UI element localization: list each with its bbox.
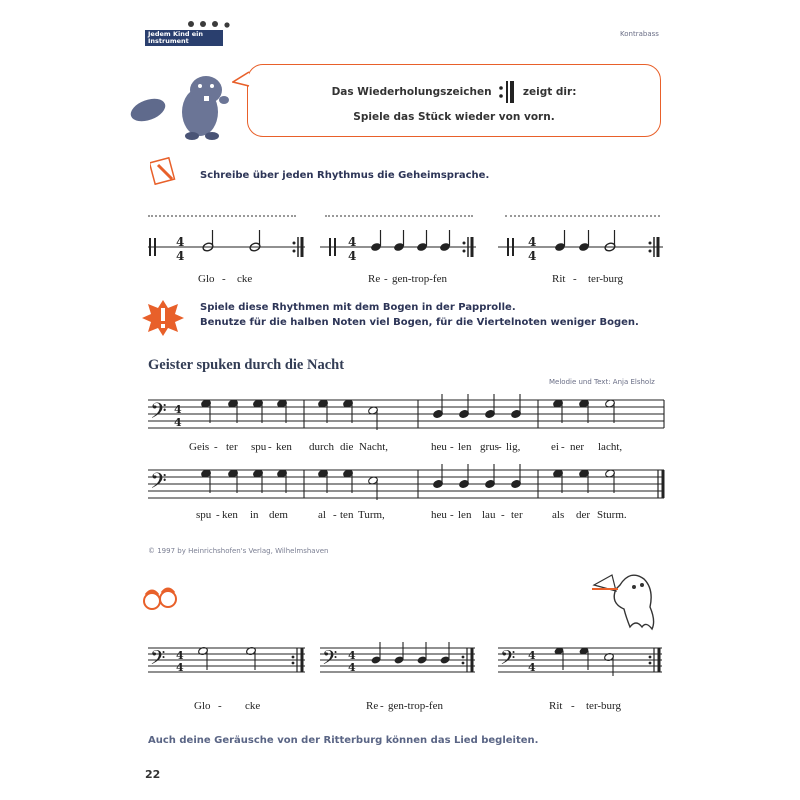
lyric-2-13: lau (482, 509, 496, 521)
lyric-1-15: lig, (506, 441, 521, 453)
exclamation-burst-icon (142, 300, 184, 336)
lyric-2-9: Turm, (358, 509, 385, 521)
copyright-notice: © 1997 by Heinrichshofen's Verlag, Wilhelmshaven (148, 547, 329, 555)
svg-text:4: 4 (348, 235, 357, 249)
bass-3-syllable-2: - (571, 700, 575, 712)
lyric-1-4: spu (251, 441, 267, 453)
footer-instruction: Auch deine Geräusche von der Ritterburg können das Lied begleiten. (148, 735, 539, 746)
svg-text:4: 4 (174, 416, 182, 429)
bass-1-syllable-1: Glo (194, 700, 211, 712)
rhythm-exercises (140, 230, 670, 270)
bass-exercise-2 (320, 642, 475, 674)
svg-text:𝄢: 𝄢 (150, 469, 167, 499)
rhythm-2-syllable-2: - (384, 273, 388, 285)
lyric-1-12: len (458, 441, 472, 453)
bass-exercises (140, 640, 670, 684)
lyric-1-16: ei (551, 441, 559, 453)
lyric-2-7: - (333, 509, 337, 521)
bass-1-syllable-3: cke (245, 700, 261, 712)
bass-1-syllable-2: - (218, 700, 222, 712)
bass-2-syllable-2: - (380, 700, 384, 712)
song-staff-1 (148, 390, 668, 440)
svg-text:4: 4 (348, 661, 356, 674)
rhythm-3-syllable-1: Rit (552, 273, 566, 285)
page-number: 22 (145, 768, 161, 781)
lyric-1-17: - (561, 441, 565, 453)
bass-clef-icon: 𝄢 (150, 399, 167, 429)
svg-text:4: 4 (528, 235, 537, 249)
lyric-2-2: - (216, 509, 220, 521)
lyric-1-1: Geis (189, 441, 210, 453)
lyric-2-14: - (501, 509, 505, 521)
svg-text:4: 4 (174, 403, 182, 416)
rhythm-1-syllable-1: Glo (198, 273, 215, 285)
lyric-1-2: - (214, 441, 218, 453)
program-logo (145, 20, 223, 46)
lyric-1-14: - (498, 441, 502, 453)
svg-text:𝄢: 𝄢 (322, 646, 338, 674)
bass-exercise-1 (148, 646, 305, 674)
lyric-1-5: - (268, 441, 272, 453)
writing-line-3[interactable] (505, 215, 660, 217)
bubble-line-1: Das Wiederholungszeichen zeigt dir: (248, 81, 660, 103)
bass-2-syllable-1: Re (366, 700, 379, 712)
svg-text:4: 4 (348, 649, 356, 662)
lyric-2-17: der (576, 509, 591, 521)
song-credit: Melodie und Text: Anja Elsholz (549, 378, 655, 386)
svg-text:4: 4 (176, 249, 185, 263)
rhythm-exercise-1 (148, 230, 305, 263)
instrument-label: Kontrabass (620, 30, 659, 38)
lyric-2-11: - (450, 509, 454, 521)
lyric-2-3: ken (222, 509, 238, 521)
svg-text:𝄢: 𝄢 (500, 646, 516, 674)
lyric-2-5: dem (269, 509, 288, 521)
kids-faces-icon (140, 585, 182, 615)
svg-text:4: 4 (176, 235, 185, 249)
lyric-1-8: die (340, 441, 354, 453)
svg-text:4: 4 (528, 661, 536, 674)
bass-3-syllable-1: Rit (549, 700, 563, 712)
lyric-2-12: len (458, 509, 472, 521)
bass-exercise-3 (498, 646, 662, 676)
lyric-1-19: lacht, (598, 441, 623, 453)
lyric-2-6: al (318, 509, 326, 521)
lyric-2-1: spu (196, 509, 212, 521)
lyric-1-3: ter (226, 441, 238, 453)
song-title: Geister spuken durch die Nacht (148, 357, 345, 373)
svg-text:4: 4 (348, 249, 357, 263)
lyric-2-4: in (250, 509, 259, 521)
bass-3-syllable-3: ter-burg (586, 700, 622, 712)
rhythm-1-syllable-3: cke (237, 273, 253, 285)
pencil-icon (150, 157, 178, 185)
lyric-1-6: ken (276, 441, 292, 453)
bass-2-syllable-3: gen-trop-fen (388, 700, 443, 712)
svg-text:4: 4 (176, 661, 184, 674)
lyric-1-10: heu (431, 441, 447, 453)
write-instruction: Schreibe über jeden Rhythmus die Geheimsprache. (200, 170, 490, 181)
rhythm-1-syllable-2: - (222, 273, 226, 285)
rhythm-3-syllable-3: ter-burg (588, 273, 624, 285)
lyric-2-16: als (552, 509, 565, 521)
svg-text:4: 4 (528, 249, 537, 263)
svg-text:𝄢: 𝄢 (150, 646, 166, 674)
lyric-1-13: grus (480, 441, 499, 453)
lyric-2-10: heu (431, 509, 447, 521)
speech-bubble (247, 64, 661, 137)
rhythm-exercise-3 (498, 230, 663, 263)
svg-text:4: 4 (176, 649, 184, 662)
lyric-2-8: ten (340, 509, 354, 521)
important-note-line-1: Spiele diese Rhythmen mit dem Bogen in der Papprolle. (200, 302, 516, 313)
important-note-line-2: Benutze für die halben Noten viel Bogen, für die Viertelnoten weniger Bogen. (200, 317, 639, 328)
bubble-tail (232, 70, 250, 90)
lyric-2-15: ter (511, 509, 523, 521)
repeat-sign-icon (497, 81, 517, 103)
rhythm-exercise-2 (320, 230, 476, 263)
bubble-line-2: Spiele das Stück wieder von vorn. (353, 111, 555, 123)
lyric-1-9: Nacht, (359, 441, 389, 453)
lyric-2-18: Sturm. (597, 509, 627, 521)
writing-line-1[interactable] (148, 215, 296, 217)
writing-line-2[interactable] (325, 215, 473, 217)
rhythm-2-syllable-3: gen-trop-fen (392, 273, 447, 285)
ghost-icon (590, 565, 670, 635)
rhythm-2-syllable-1: Re (368, 273, 381, 285)
song-staff-2 (148, 460, 668, 510)
svg-text:4: 4 (528, 649, 536, 662)
lyric-1-11: - (450, 441, 454, 453)
rhythm-3-syllable-2: - (573, 273, 577, 285)
logo-text: Jedem Kind ein Instrument (145, 30, 223, 46)
lyric-1-18: ner (570, 441, 585, 453)
lyric-1-7: durch (309, 441, 335, 453)
beaver-mascot-icon (128, 72, 236, 144)
